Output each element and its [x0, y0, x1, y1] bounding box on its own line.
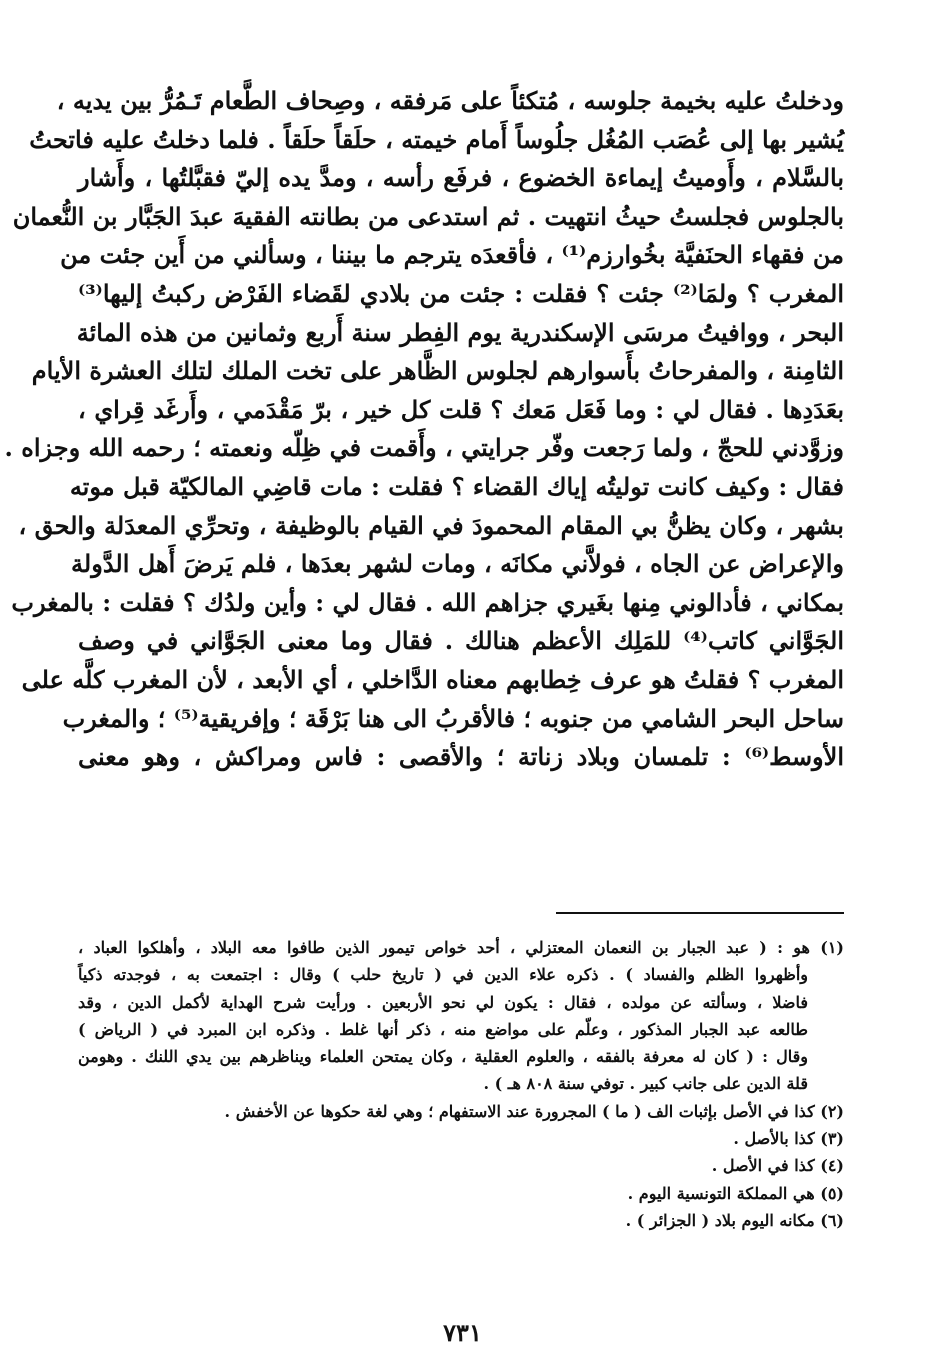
footnote-line: (٥) هي المملكة التونسية اليوم .: [627, 1183, 844, 1203]
footnote-line: (٦) مكانه اليوم بلاد ( الجزائر ) .: [625, 1210, 844, 1230]
footnote-line: وأظهروا الظلم والفساد ) . ذكره علاء الدين في ( تاريخ حلب ) وقال : اجتمعت به ، فوجدته ذكياً: [78, 965, 808, 985]
footnote-line: (٢) كذا في الأصل بإثبات الف ( ما ) المجرورة عند الاستفهام ؛ وهي لغة حكوها عن الأخفش .: [224, 1101, 844, 1121]
footnote-line: قلة الدين على جانب كبير . توفي سنة ٨٠٨ هـ ) .: [483, 1074, 808, 1094]
text-line: بشهر ، وكان يظنُّ بي المقام المحمودَ في القيام بالوظيفة ، وتحرِّي المعدَلة والحق ،: [18, 510, 844, 540]
text-line: بالجلوس فجلستُ حيثُ انتهيت . ثم استدعى من بطانته الفقيهَ عبدَ الجَبَّار بن النُّعمان: [12, 201, 844, 231]
footnotes: [78, 934, 844, 1234]
text-line: فقال : وكيف كانت توليتُه إياك القضاء ؟ فقلت : مات قاضِي المالكيّة قبل موته: [69, 471, 844, 501]
text-line: من فقهاء الحنَفيَّة بخُوارزم⁽¹⁾ ، فأقعدَه يترجم ما بيننا ، وسألني من أَين جئت من: [60, 240, 844, 270]
text-line: المغرب ؟ فقلتُ هو عرف خِطابهم معناه الدَّاخلي ، أي الأبعد ، لأن المغرب كلَّه على: [21, 664, 844, 694]
footnote-line: فاضلا ، وسألته عن مولده ، فقال : يكون لي نحو الأربعين . ورأيت شرح الهداية لأكمل الدين ، وقد: [78, 992, 808, 1012]
text-line: ساحل البحر الشامي من جنوبه ؛ فالأقربُ الى هنا بَرْقَة ؛ وإفريقية⁽⁵⁾ ؛ والمغرب: [62, 703, 844, 733]
footnote-line: وقال : ( كان له معرفة بالفقه ، والعلوم العقلية ، وكان يمتحن العلماء ويناظرهم بين يدي اللنك . وهومن: [78, 1047, 808, 1067]
text-line: المغرب ؟ ولمَا⁽²⁾ جئت ؟ فقلت : جئت من بلادي لقَضاء الفَرْض ركبتُ إليها⁽³⁾: [78, 278, 844, 308]
footnote-line: (٤) كذا في الأصل .: [711, 1156, 844, 1176]
text-line: بمكاني ، فأدالوني مِنها بغَيري جزاهم الله . فقال لي : وأين ولدُك ؟ فقلت : بالمغرب: [11, 587, 844, 617]
text-line: الجَوَّاني كاتب⁽⁴⁾ للمَلِك الأعظم هنالك . فقال وما معنى الجَوَّاني في وصف: [78, 626, 844, 656]
text-line: وزوَّدني للحجّ ، ولما رَجعت وفّر جرايتي ، وأَقمت في ظِلّه ونعمته ؛ رحمه الله وجزاه .: [4, 433, 844, 463]
text-line: والإعراض عن الجاه ، فولاَّني مكانَه ، ومات لشهر بعدَها ، فلم يَرضَ أَهل الدَّولة: [71, 549, 844, 579]
footnote-line: (٣) كذا بالأصل .: [733, 1129, 844, 1149]
main-text: [4, 82, 844, 777]
footnote-line: طالعه عبد الجبار المذكور ، وعلّم على مواضع منه ، ذكر أنها غلط . وذكره ابن المبرد في ( الرياض ): [78, 1019, 808, 1039]
text-line: بالسَّلام ، وأَوميتُ إيماءة الخضوع ، فرفَع رأسه ، ومدَّ يده إليّ فقبَّلتُها ، وأَشار: [78, 163, 844, 193]
page-number: ٧٣١: [443, 1318, 482, 1347]
footnote-separator: [556, 912, 844, 914]
text-line: يُشير بها إلى عُصَب المُغُل جلُوساً أَمام خيمته ، حلَقاً حلَقاً . فلما دخلتُ عليه فاتحتُ: [29, 124, 844, 154]
text-line: ودخلتُ عليه بخيمة جلوسه ، مُتكئاً على مَرفقه ، وصِحاف الطَّعام تَـمُرُّ بين يديه ،: [56, 86, 844, 115]
text-line: بعَدَدِها . فقال لي : وما فَعَل مَعك ؟ قلت كل خير ، برّ مَقْدَمي ، وأَرغَد قِراي ،: [78, 394, 844, 424]
text-line: البحر ، ووافيتُ مرسَى الإسكندرية يوم الفِطر سنة أَربع وثمانين من هذه المائة: [76, 317, 844, 347]
text-line: الأوسط⁽⁶⁾ : تلمسان وبلاد زناتة ؛ والأقصى : فاس ومراكش ، وهو معنى: [78, 742, 844, 772]
footnote-line: (١) هو : ( عبد الجبار بن النعمان المعتزلي ، أحد خواص تيمور الذين طافوا معه البلاد ، وأهلكوا العباد ،: [78, 938, 844, 957]
text-line: الثامِنة ، والمفرحاتُ بأَسوارهم لجلوس الظَّاهر على تخت الملك لتلك العشرة الأيام: [31, 356, 844, 386]
